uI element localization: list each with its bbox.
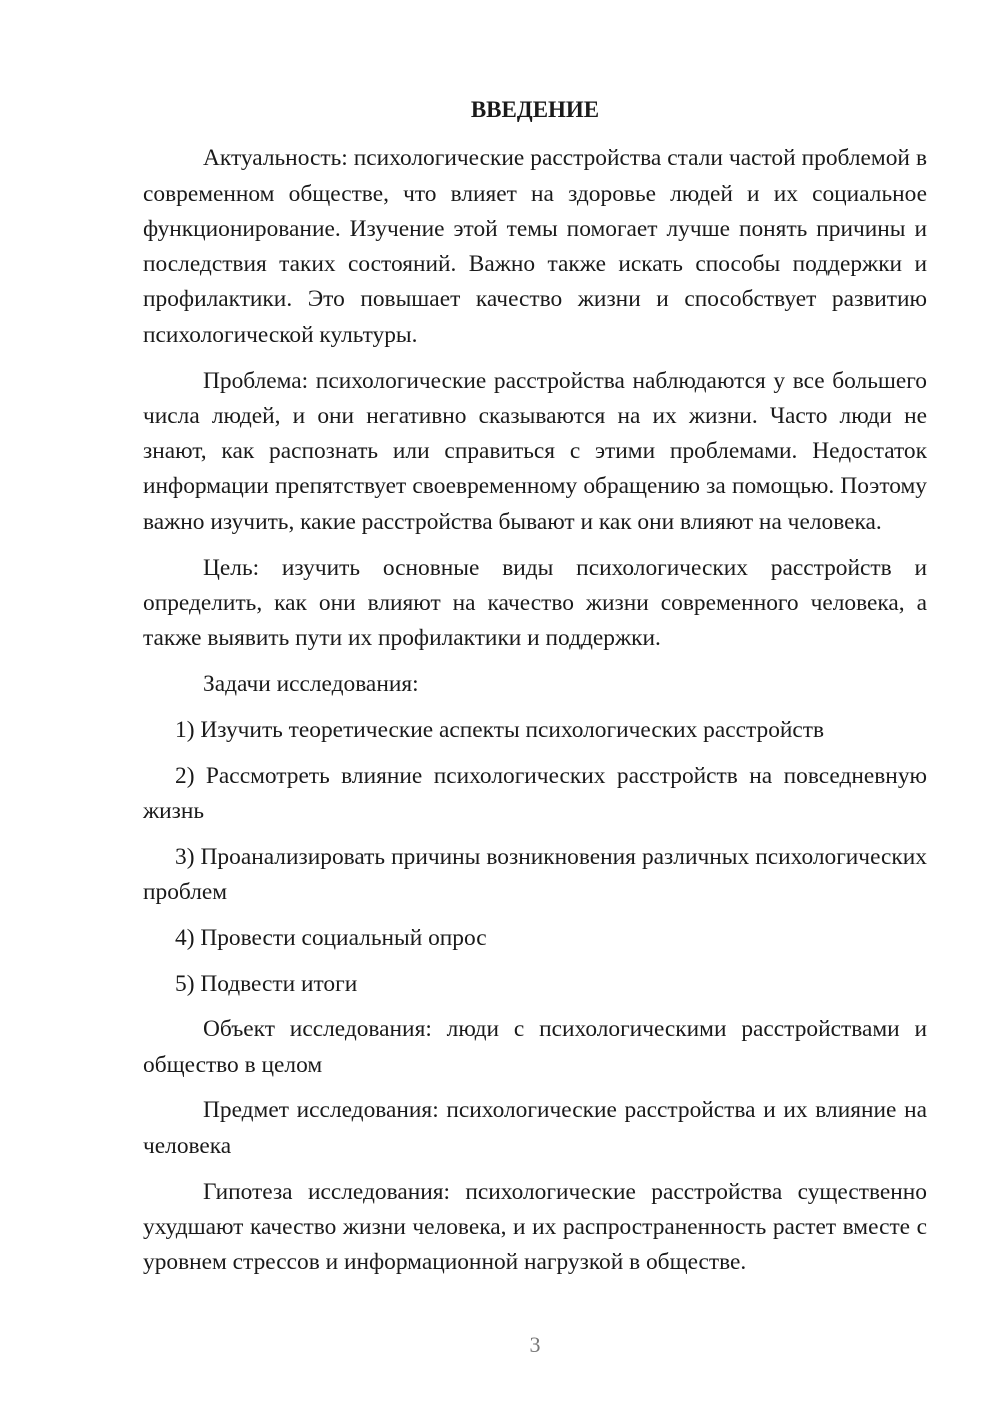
paragraph-relevance: Актуальность: психологические расстройства стали частой проблемой в современном обществе, что влияет на здоровье людей и их социальное функционирование. Изучение этой темы помогает лучше понять причины и последствия таких состояний. Важно также искать способы поддержки и профилактики. Это повышает качество жизни и способствует развитию психологической культуры.: [143, 145, 927, 348]
document-page: [143, 92, 927, 1291]
page-number: 3: [529, 1332, 541, 1357]
paragraph-subject: Предмет исследования: психологические расстройства и их влияние на человека: [143, 1097, 927, 1159]
paragraph-problem: Проблема: психологические расстройства наблюдаются у все большего числа людей, и они негативно сказываются на их жизни. Часто люди не знают, как распознать или справиться с этими проблемами. Недостаток информации препятствует своевременному обращению за помощью. Поэтому важно изучить, какие расстройства бывают и как они влияют на человека.: [143, 367, 927, 535]
section-title: ВВЕДЕНИЕ: [470, 97, 600, 122]
paragraph-goal: Цель: изучить основные виды психологических расстройств и определить, как они влияют на качество жизни современного человека, а также выявить пути их профилактики и поддержки.: [143, 554, 927, 652]
task-item: 3) Проанализировать причины возникновения различных психологических проблем: [143, 843, 927, 905]
task-item: 4) Провести социальный опрос: [175, 924, 487, 951]
task-item: 2) Рассмотреть влияние психологических расстройств на повседневную жизнь: [143, 762, 927, 824]
paragraph-tasks-heading: Задачи исследования:: [203, 670, 419, 697]
paragraph-hypothesis: Гипотеза исследования: психологические расстройства существенно ухудшают качество жизни человека, и их распространенность растет вместе с уровнем стрессов и информационной нагрузкой в обществе.: [143, 1178, 927, 1276]
task-item: 5) Подвести итоги: [175, 970, 358, 997]
task-item: 1) Изучить теоретические аспекты психологических расстройств: [175, 716, 825, 743]
paragraph-object: Объект исследования: люди с психологическими расстройствами и общество в целом: [143, 1016, 927, 1078]
